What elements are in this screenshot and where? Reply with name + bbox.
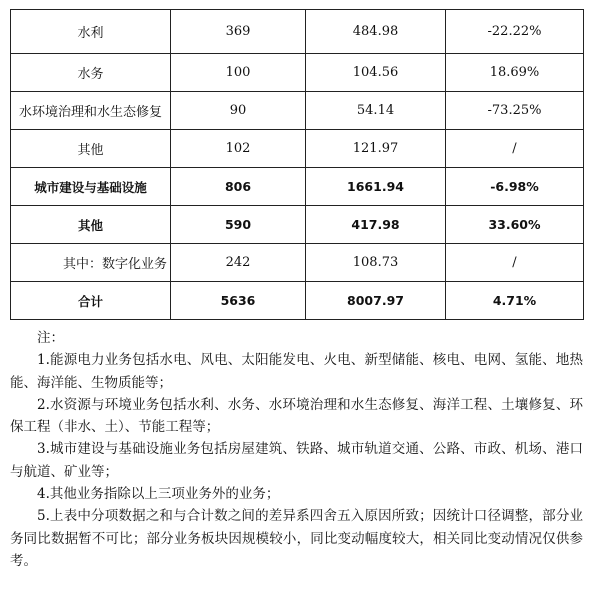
row-change: -6.98% bbox=[446, 168, 584, 206]
row-name: 城市建设与基础设施 bbox=[11, 168, 171, 206]
table-row bbox=[11, 10, 584, 54]
row-amount: 108.73 bbox=[306, 244, 446, 282]
note-item: 5.上表中分项数据之和与合计数之间的差异系四舍五入原因所致；因统计口径调整，部分业务同比数据暂不可比；部分业务板块因规模较小，同比变动幅度较大，相关同比变动情况仅供参考。 bbox=[10, 508, 583, 569]
row-change: 33.60% bbox=[446, 206, 584, 244]
row-amount: 417.98 bbox=[306, 206, 446, 244]
note-item: 4.其他业务指除以上三项业务外的业务； bbox=[37, 486, 280, 503]
table-row-total bbox=[11, 282, 584, 320]
row-name: 水务 bbox=[11, 54, 171, 92]
row-amount: 8007.97 bbox=[306, 282, 446, 320]
table-row-subtotal bbox=[11, 168, 584, 206]
row-change: 18.69% bbox=[446, 54, 584, 92]
note-item: 2.水资源与环境业务包括水利、水务、水环境治理和水生态修复、海洋工程、土壤修复、环保工程（非水、土）、节能工程等； bbox=[10, 396, 583, 436]
row-change: / bbox=[446, 244, 584, 282]
row-amount: 1661.94 bbox=[306, 168, 446, 206]
row-amount: 484.98 bbox=[306, 10, 446, 54]
row-change: / bbox=[446, 130, 584, 168]
row-change: -22.22% bbox=[446, 10, 584, 54]
row-amount: 54.14 bbox=[306, 92, 446, 130]
row-name: 水利 bbox=[11, 10, 171, 54]
row-amount: 104.56 bbox=[306, 54, 446, 92]
notes-heading: 注： bbox=[37, 330, 64, 346]
row-name: 其中：数字化业务 bbox=[11, 244, 171, 282]
note-item: 3.城市建设与基础设施业务包括房屋建筑、铁路、城市轨道交通、公路、市政、机场、港口与航道、矿业等； bbox=[10, 441, 583, 480]
table-row bbox=[11, 130, 584, 168]
note-item: 1.能源电力业务包括水电、风电、太阳能发电、火电、新型储能、核电、电网、氢能、地热能、海洋能、生物质能等； bbox=[10, 352, 583, 391]
row-count: 369 bbox=[171, 10, 306, 54]
row-count: 242 bbox=[171, 244, 306, 282]
table-row bbox=[11, 54, 584, 92]
business-table bbox=[10, 9, 584, 320]
row-name: 其他 bbox=[11, 130, 171, 168]
row-change: -73.25% bbox=[446, 92, 584, 130]
row-count: 100 bbox=[171, 54, 306, 92]
notes-section bbox=[10, 327, 583, 572]
row-name: 其他 bbox=[11, 206, 171, 244]
row-name: 水环境治理和水生态修复 bbox=[11, 92, 171, 130]
row-count: 90 bbox=[171, 92, 306, 130]
row-count: 590 bbox=[171, 206, 306, 244]
row-change: 4.71% bbox=[446, 282, 584, 320]
row-name: 合计 bbox=[11, 282, 171, 320]
table-row bbox=[11, 92, 584, 130]
row-count: 102 bbox=[171, 130, 306, 168]
table-row bbox=[11, 244, 584, 282]
row-amount: 121.97 bbox=[306, 130, 446, 168]
row-count: 806 bbox=[171, 168, 306, 206]
row-count: 5636 bbox=[171, 282, 306, 320]
table-row-subtotal bbox=[11, 206, 584, 244]
